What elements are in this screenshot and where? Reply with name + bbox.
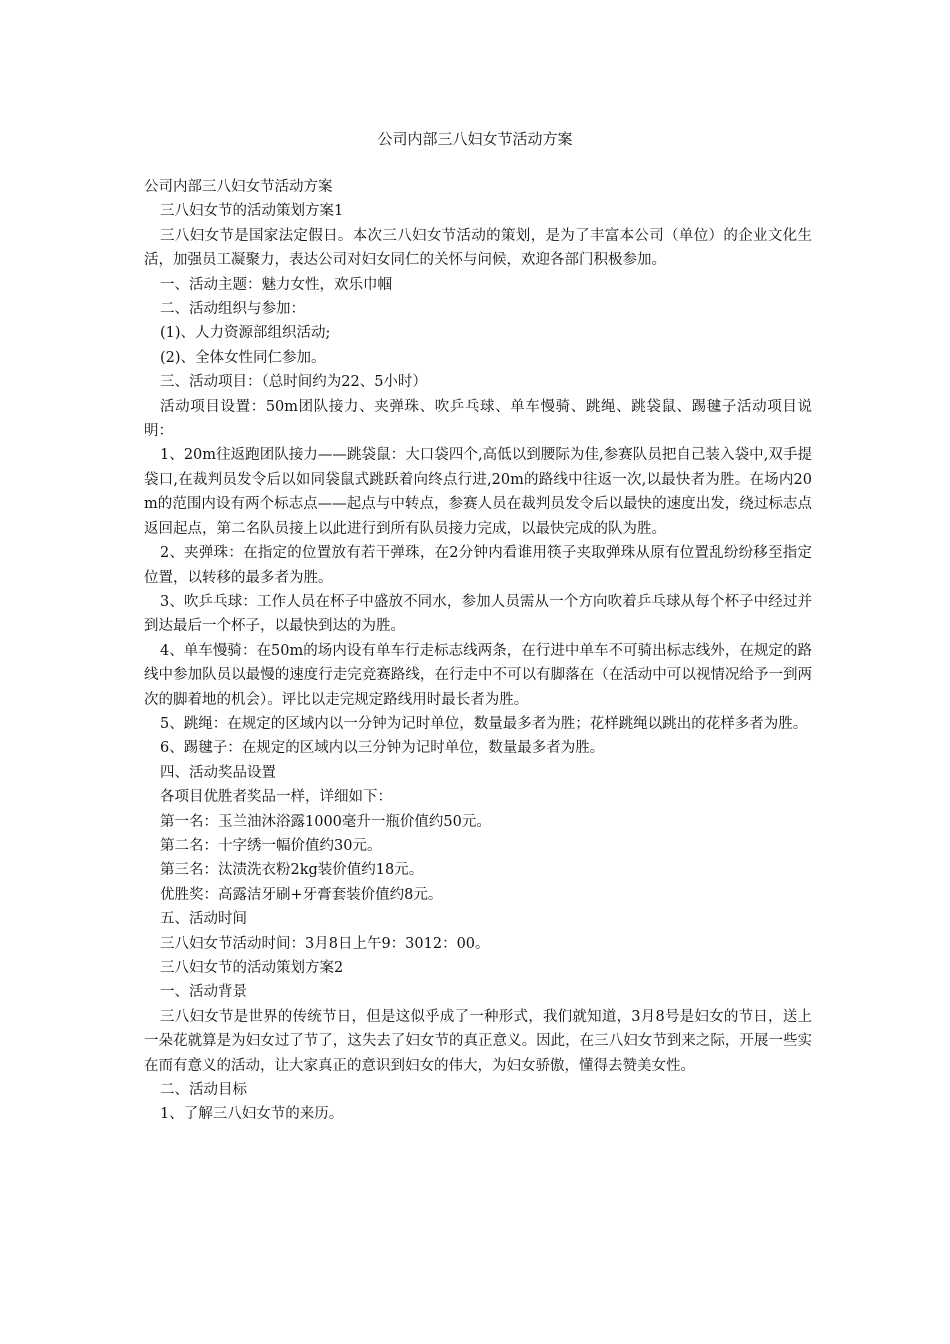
paragraph: 三八妇女节是国家法定假日。本次三八妇女节活动的策划，是为了丰富本公司（单位）的企业文化生活，加强员工凝聚力，表达公司对妇女同仁的关怀与问候，欢迎各部门积极参加。 [144,227,812,269]
paragraph: 4、单车慢骑：在50m的场内设有单车行走标志线两条，在行进中单车不可骑出标志线外，在规定的路线中参加队员以最慢的速度行走完竞赛路线，在行走中不可以有脚落在（在活动中可以视情况给予一到两次的脚着地的机会）。评比以走完规定路线用时最长者为胜。 [144,642,812,708]
paragraph: 优胜奖：高露洁牙刷+牙膏套装价值约8元。 [160,886,443,903]
paragraph: 2、夹弹珠：在指定的位置放有若干弹珠，在2分钟内看谁用筷子夹取弹珠从原有位置乱纷纷移至指定位置，以转移的最多者为胜。 [144,545,812,586]
paragraph: 一、活动背景 [160,984,247,1001]
paragraph: 1、20m往返跑团队接力——跳袋鼠：大口袋四个,高低以到腰际为佳,参赛队员把自己装入袋中,双手提袋口,在裁判员发令后以如同袋鼠式跳跃着向终点行进,20m的路线中往返一次,以最快者为胜。在场内20m的范围内设有两个标志点——起点与中转点，参赛人员在裁判员发令后以最快的速度出发，绕过标志点返回起点，第二名队员接上以此进行到所有队员接力完成，以最快完成的队为胜。 [144,447,812,537]
paragraph: 二、活动目标 [160,1082,247,1099]
paragraph: 第三名：汰渍洗衣粉2kg装价值约18元。 [160,862,424,879]
paragraph: 二、活动组织与参加： [160,301,305,318]
document-title: 公司内部三八妇女节活动方案 [377,130,573,148]
paragraph: 三、活动项目：（总时间约为22、5小时） [160,374,427,391]
document-body [144,175,812,1127]
paragraph: 三八妇女节是世界的传统节日，但是这似乎成了一种形式，我们就知道，3月8号是妇女的节日，送上一朵花就算是为妇女过了节了，这失去了妇女节的真正意义。因此，在三八妇女节到来之际，开展一些实在而有意义的活动，让大家真正的意识到妇女的伟大，为妇女骄傲，懂得去赞美女性。 [144,1008,812,1074]
paragraph: (1)、人力资源部组织活动; [160,325,331,342]
paragraph: (2)、全体女性同仁参加。 [160,349,326,366]
paragraph: 各项目优胜者奖品一样，详细如下： [160,789,392,806]
paragraph: 三八妇女节的活动策划方案1 [160,203,344,220]
paragraph: 第二名：十字绣一幅价值约30元。 [160,837,382,854]
paragraph: 6、踢毽子：在规定的区域内以三分钟为记时单位，数量最多者为胜。 [160,740,605,757]
paragraph: 3、吹乒乓球：工作人员在杯子中盛放不同水，参加人员需从一个方向吹着乒乓球从每个杯子中经过并到达最后一个杯子，以最快到达的为胜。 [144,593,812,635]
paragraph: 五、活动时间 [160,911,247,928]
paragraph: 四、活动奖品设置 [160,764,276,781]
paragraph: 1、了解三八妇女节的来历。 [160,1106,344,1123]
paragraph: 活动项目设置：50m团队接力、夹弹珠、吹乒乓球、单车慢骑、跳绳、跳袋鼠、踢毽子活动项目说明： [144,398,812,440]
paragraph: 三八妇女节活动时间：3月8日上午9：3012：00。 [160,935,490,952]
paragraph: 5、跳绳：在规定的区域内以一分钟为记时单位，数量最多者为胜；花样跳绳以跳出的花样多者为胜。 [160,715,808,732]
paragraph: 公司内部三八妇女节活动方案 [144,179,333,195]
paragraph: 三八妇女节的活动策划方案2 [160,960,344,976]
paragraph: 一、活动主题：魅力女性，欢乐巾帼 [160,276,392,293]
paragraph: 第一名：玉兰油沐浴露1000毫升一瓶价值约50元。 [160,813,491,830]
